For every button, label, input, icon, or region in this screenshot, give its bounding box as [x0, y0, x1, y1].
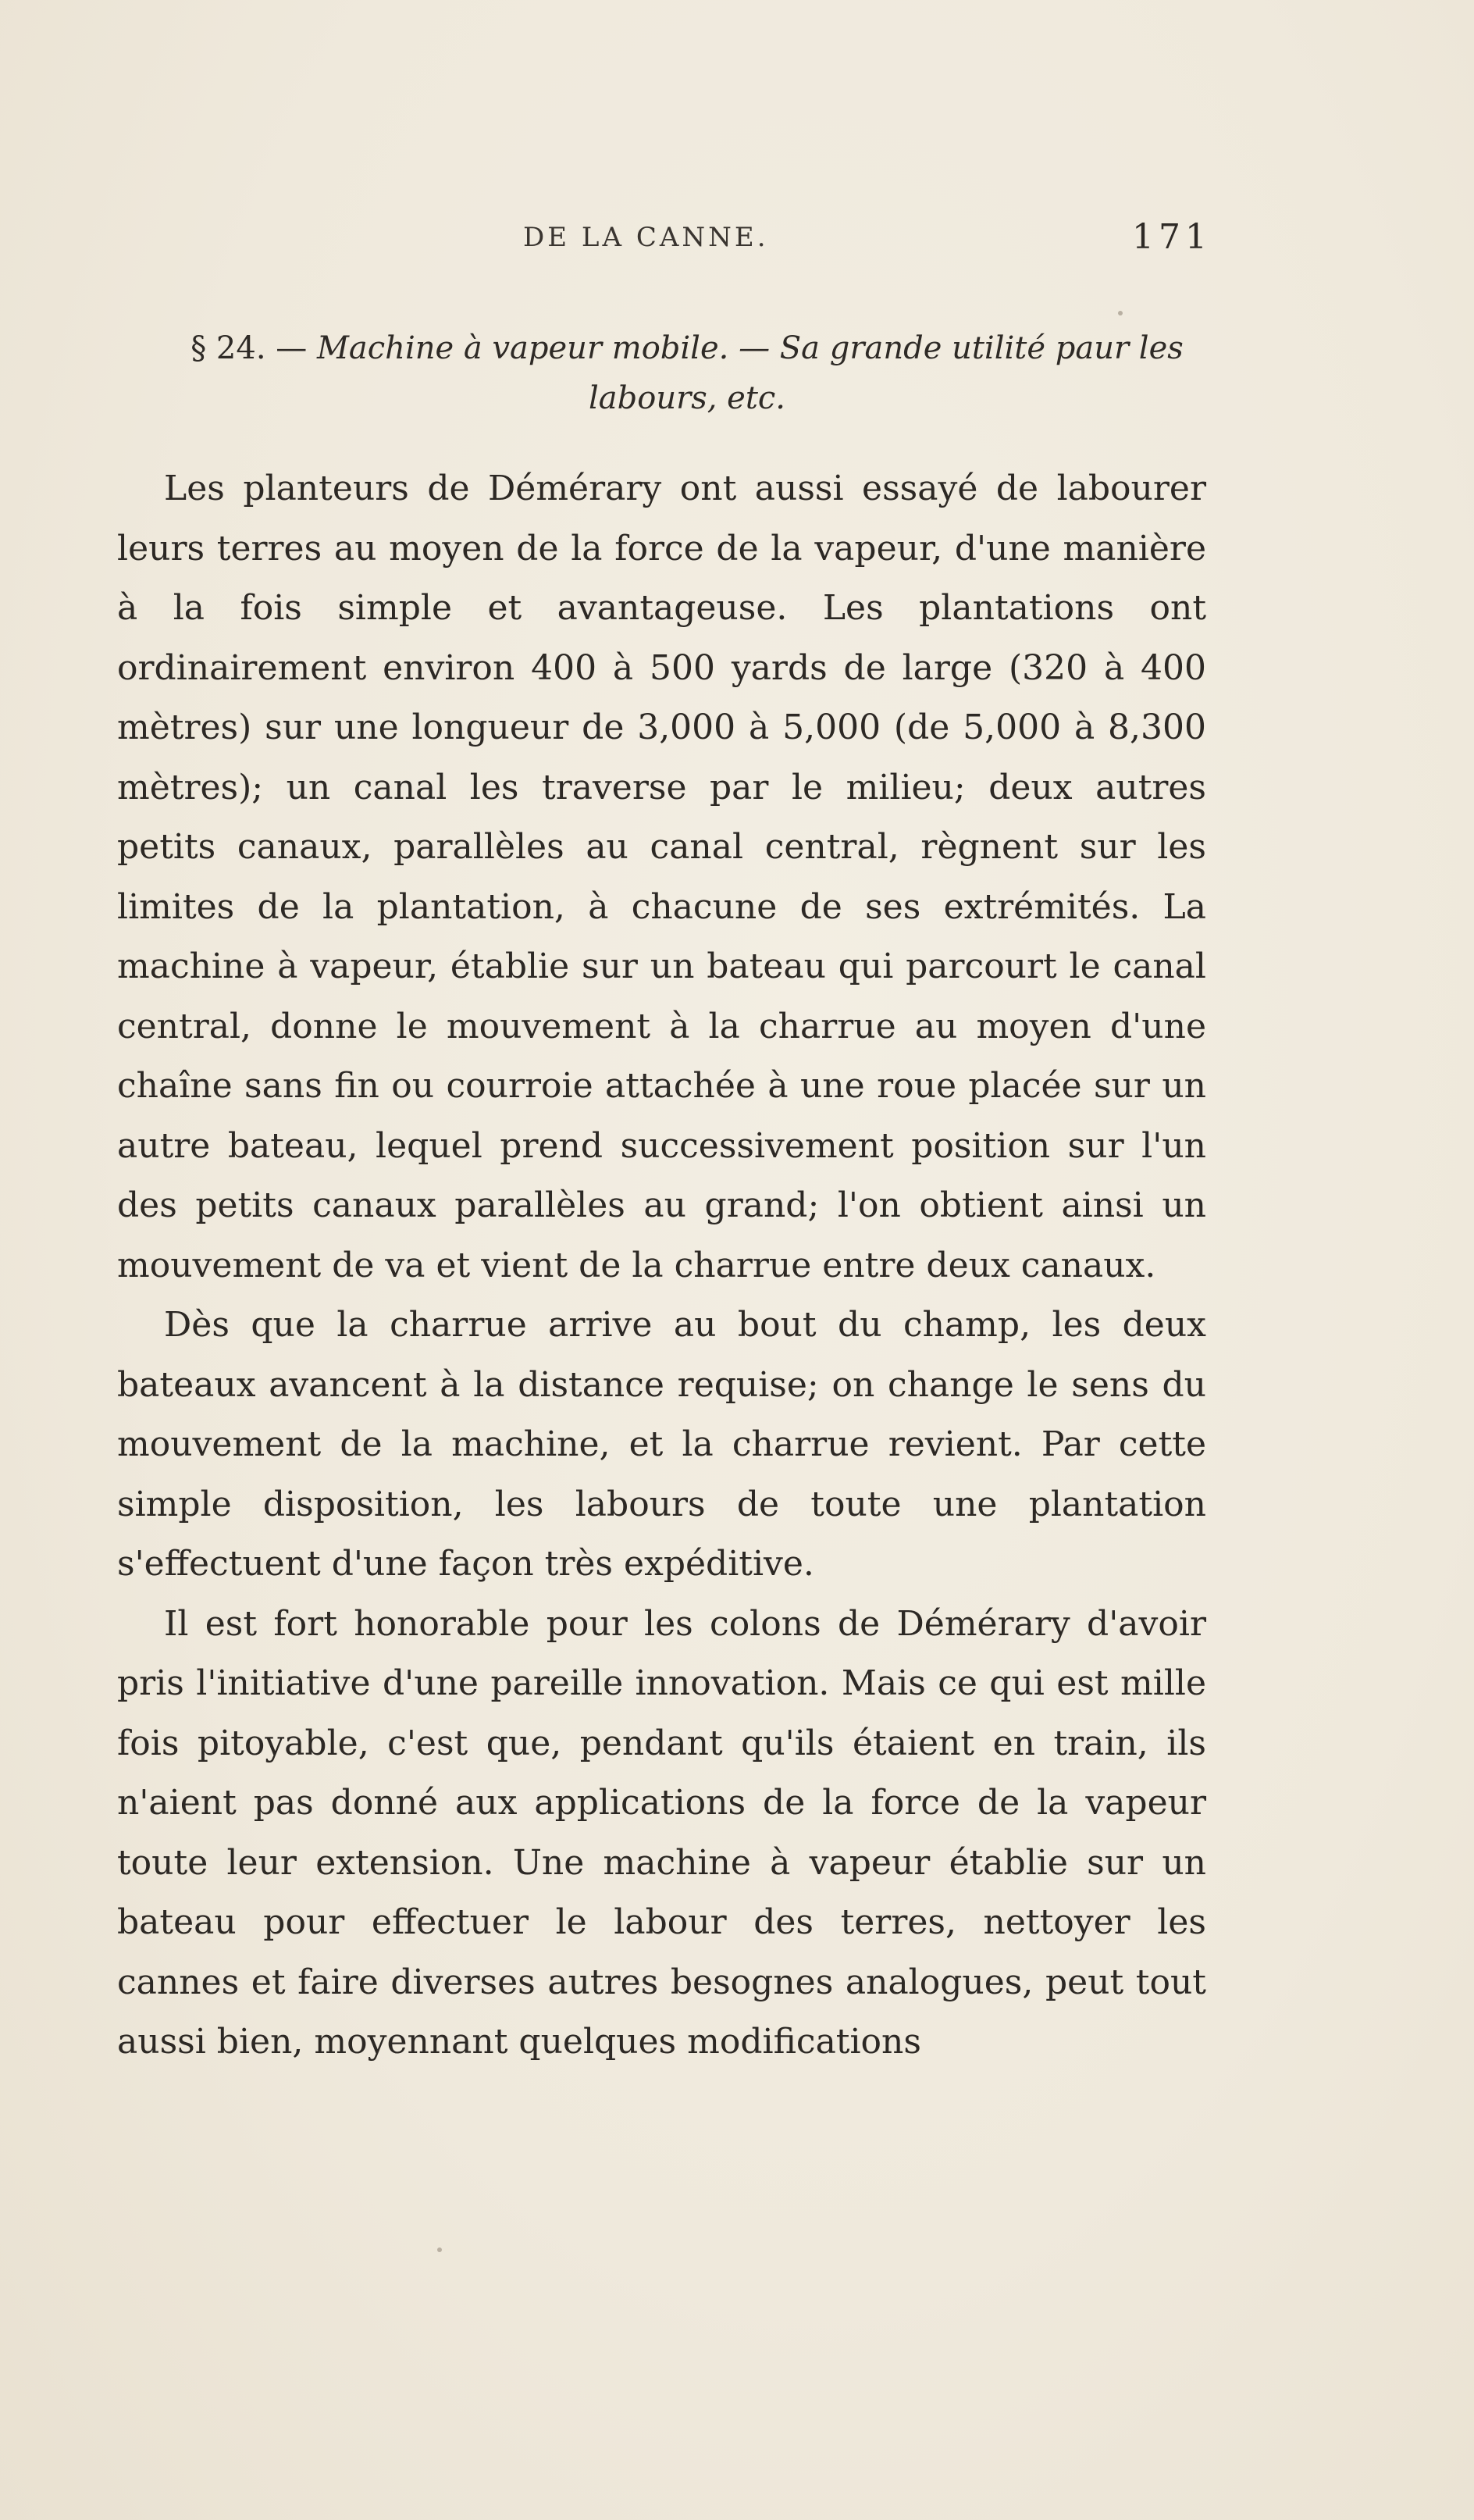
section-title-line-1: Machine à vapeur mobile. — Sa grande utilité paur les [316, 330, 1184, 366]
paper-speck [1118, 311, 1123, 315]
section-heading-line-1 [156, 323, 1218, 373]
section-title-line-2: labours, etc. [588, 380, 786, 416]
paper-speck [437, 2247, 442, 2252]
section-heading [156, 323, 1218, 423]
page-number: 171 [1132, 217, 1212, 257]
running-title: DE LA CANNE. [523, 222, 769, 253]
body-text [117, 459, 1206, 2073]
section-number: § 24. — [190, 330, 317, 366]
paragraph: Dès que la charrue arrive au bout du champ, les deux bateaux avancent à la distance requise; on change le sens du mouvement de la machine, et la charrue revient. Par cette simple disposition, les labours de toute une plantation s'effectuent d'une façon très expéditive. [117, 1305, 1206, 1584]
running-head [117, 217, 1210, 256]
paragraph: Il est fort honorable pour les colons de Démérary d'avoir pris l'initiative d'une pareille innovation. Mais ce qui est mille fois pitoyable, c'est que, pendant qu'ils étaient en train, ils n'aient pas donné aux applications de la force de la vapeur toute leur extension. Une machine à vapeur établie sur un bateau pour effectuer le labour des terres, nettoyer les cannes et faire diverses autres besognes analogues, peut tout aussi bien, moyennant quelques modifications [117, 1603, 1206, 2062]
paragraph: Les planteurs de Démérary ont aussi essayé de labourer leurs terres au moyen de la force de la vapeur, d'une manière à la fois simple et avantageuse. Les plantations ont ordinairement environ 400 à 500 yards de large (320 à 400 mètres) sur une longueur de 3,000 à 5,000 (de 5,000 à 8,300 mètres); un canal les traverse par le milieu; deux autres petits canaux, parallèles au canal central, règnent sur les limites de la plantation, à chacune de ses extrémités. La machine à vapeur, établie sur un bateau qui parcourt le canal central, donne le mouvement à la charrue au moyen d'une chaîne sans fin ou courroie attachée à une roue placée sur un autre bateau, lequel prend successivement position sur l'un des petits canaux parallèles au grand; l'on obtient ainsi un mouvement de va et vient de la charrue entre deux canaux. [117, 469, 1206, 1285]
